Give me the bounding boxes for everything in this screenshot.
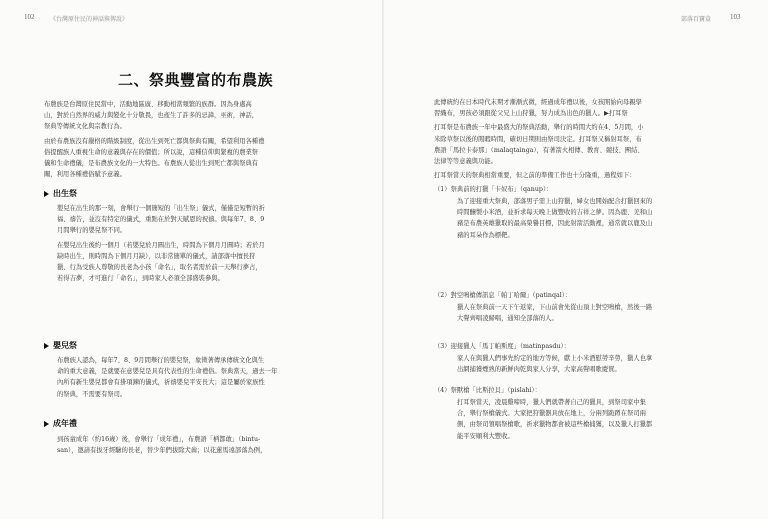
- text-line: 合，舉行祭槍儀式。大家把狩獵器具放在地上，分兩列跪蹲在祭司兩: [457, 410, 646, 418]
- text-line: 缺時出生，則時間為下個月月缺），以非常簡單的儀式，請部落中擅長狩: [57, 252, 256, 260]
- right-intro-paragraphs: [434, 97, 644, 181]
- text-line: 出網捕獲煙熟的新鮮肉乾與家人分享，大家高聲唱歌慶賀。: [457, 366, 621, 374]
- text-line: 到孩童成年（約16歲）後，會舉行「成年禮」，布農語「柄都敢」（bintu-: [57, 436, 261, 443]
- right-page: [384, 0, 768, 519]
- adult-paragraphs: [57, 434, 266, 456]
- step-4-title: （4）祭獸槍「比斯拉貝」（pislahi）：: [434, 387, 541, 394]
- text-line: 獵人在祭典前一天下午返家，下山前會先從山頂上對空鳴槍，然後一路: [457, 304, 653, 311]
- heading-text: 成年禮: [53, 419, 77, 428]
- text-line: 打耳祭是布農族一年中最盛大的祭典活動，舉行的時間大約在4、5月間，小: [434, 124, 644, 132]
- text-line: 此傳統約在日本時代末期才漸漸式微，經過成年禮以後，女孩開始向母親學: [434, 99, 642, 106]
- text-line: 內所有新生嬰兒都會有掛項鍊的儀式，祈禱嬰兒平安長大；這是屬於家族性: [57, 379, 265, 387]
- text-line: 時間醸製小米酒，並祈求每天晚上做豐收的吉祥之夢。因為鹿、羌和山: [457, 209, 653, 217]
- text-line: 福、禱告，並沒有特定的儀式，重點在於對天賦恩的祝禱。與每年7、8、9: [57, 216, 265, 224]
- text-line: 俗提醒族人重視生命的意義與存在的價值；所以說，這種信仰與緊複的農業祭: [44, 148, 259, 156]
- text-line: 關，利用各種禮俗賦予意義。: [44, 171, 126, 179]
- text-line: 大聲齊唱凌歸唱，通知全部落的人。: [457, 315, 558, 323]
- heading-adult: [44, 418, 77, 429]
- text-line: 家人在與獵人們事先約定的地方等候，獻上小米酒慰勞辛勞，獵人也拿: [457, 355, 653, 362]
- text-line: 側，由祭司領唱祭槍歌，祈求獵物都會被這些槍捕獲，以及獵人打獵都: [457, 421, 653, 429]
- text-line: san），邀請有拔牙經驗的長老，替少年們拔除犬齒；以花蓮馬遠部落為例，: [57, 447, 267, 455]
- text-line: 在嬰兒出生後約一個月（若嬰兒於月圓出生，時間為下個月月圓時；若於月: [57, 241, 265, 249]
- heading-text: 出生祭: [53, 189, 77, 198]
- text-line: 儀和生命禮儀，是布農族文化的一大特色。布農族人從出生到死亡都與祭典有: [44, 160, 259, 168]
- text-line: 布農族人認為，每年7、8、9月間舉行的嬰兒祭，象徵著傳承傳統文化與生: [57, 357, 265, 364]
- heading-infant: [44, 340, 77, 351]
- step-2-body: [457, 302, 652, 324]
- page-number-right: 103: [730, 13, 741, 21]
- step-4-body: [457, 397, 652, 442]
- text-line: 豬是布農英雄獵取的最高榮譽目標，因此射箭活動裡，通常就以鹿及山: [457, 220, 653, 228]
- infant-paragraphs: [57, 355, 277, 400]
- text-line: 由於布農族沒有嚴格的階級制度，從出生到死亡都與祭典有關，希望利用各種禮: [44, 137, 265, 145]
- page-number-left: 102: [24, 13, 35, 21]
- section-title: 二、祭典豐富的布農族: [118, 71, 274, 89]
- step-3-body: [457, 353, 652, 375]
- text-line: 習織布，男孩必須跟從父兄上山狩獵，努力成為出色的獵人。▶打耳祭: [434, 110, 628, 118]
- text-line: 豬的耳朵作為標靶。: [457, 231, 514, 239]
- triangle-bullet-icon: [44, 421, 49, 427]
- heading-birth: [44, 188, 77, 199]
- triangle-bullet-icon: [44, 343, 49, 349]
- running-header-right: 部落百寶盒: [681, 16, 712, 23]
- text-line: 若得吉夢，才可進行「命名」，到時家人必須全部盛裝參與。: [57, 275, 224, 283]
- running-header-left: 《台灣原住民的神話與傳說》: [50, 16, 129, 23]
- text-line: 命的重大意義，是就要在意嬰兒是具有代表性的生命禮俗。祭典當天，過去一年: [57, 368, 278, 376]
- text-line: 法律等等意義與功能。: [434, 158, 497, 166]
- step-3-title: （3）迎接獵人「馬丁帕斯度」（matinpasdu）：: [434, 343, 570, 350]
- text-line: 打耳祭當天的祭典相當重要，但之前的準備工作也十分隆重，過程如下：: [434, 172, 636, 180]
- text-line: 農語「馬拉卡泰那」（malaqtainga），有著箭火相傳、教育、競技、團結、: [434, 146, 644, 154]
- step-1-title: （1）祭典前的打獵「卡奴布」（qanup）：: [434, 186, 553, 193]
- text-line: 打耳祭當天，凌晨雞啼時，獵人們就帶著自己的獵具，到祭司家中集: [457, 399, 646, 406]
- text-line: 米除草祭以後的閒暇時間，確切日期則由祭司決定。打耳祭又稱射耳祭，布: [434, 135, 642, 143]
- text-line: 為了迎接重大祭典，部落男子需上山狩獵，婦女也開始配合打獵回來的: [457, 198, 653, 205]
- text-line: 獵、行為受族人尊敬的長老為小孩「命名」，取名者需於前一天舉行夢占，: [57, 264, 262, 272]
- heading-text: 嬰兒祭: [53, 341, 77, 350]
- text-line: 能平安順利大豐收。: [457, 432, 514, 440]
- birth-paragraphs: [57, 203, 265, 284]
- intro-paragraphs: [44, 99, 264, 180]
- triangle-bullet-icon: [44, 191, 49, 197]
- text-line: 祭典等傳統文化與宗教行為。: [44, 123, 126, 131]
- text-line: 布農族是台灣原住民當中，活動地區廣、移動相當頻繁的族群。因為身處高: [44, 101, 252, 108]
- text-line: 的祭典，不需要有祭司。: [57, 390, 127, 398]
- text-line: 月間舉行的嬰兒祭不同。: [57, 227, 127, 235]
- step-1-body: [457, 196, 652, 241]
- text-line: 嬰兒在出生的那一刻，會舉行一個簡短的「出生祭」儀式，僅僅是短暫的祈: [57, 205, 265, 212]
- step-2-title: （2）對空鳴槍傳訊息「帕丁哈爾」（patinqal）：: [434, 292, 572, 299]
- text-line: 山，對於自然界的威力與變化十分敬畏，也產生了許多的忌諱，巫術，神話，: [44, 112, 259, 120]
